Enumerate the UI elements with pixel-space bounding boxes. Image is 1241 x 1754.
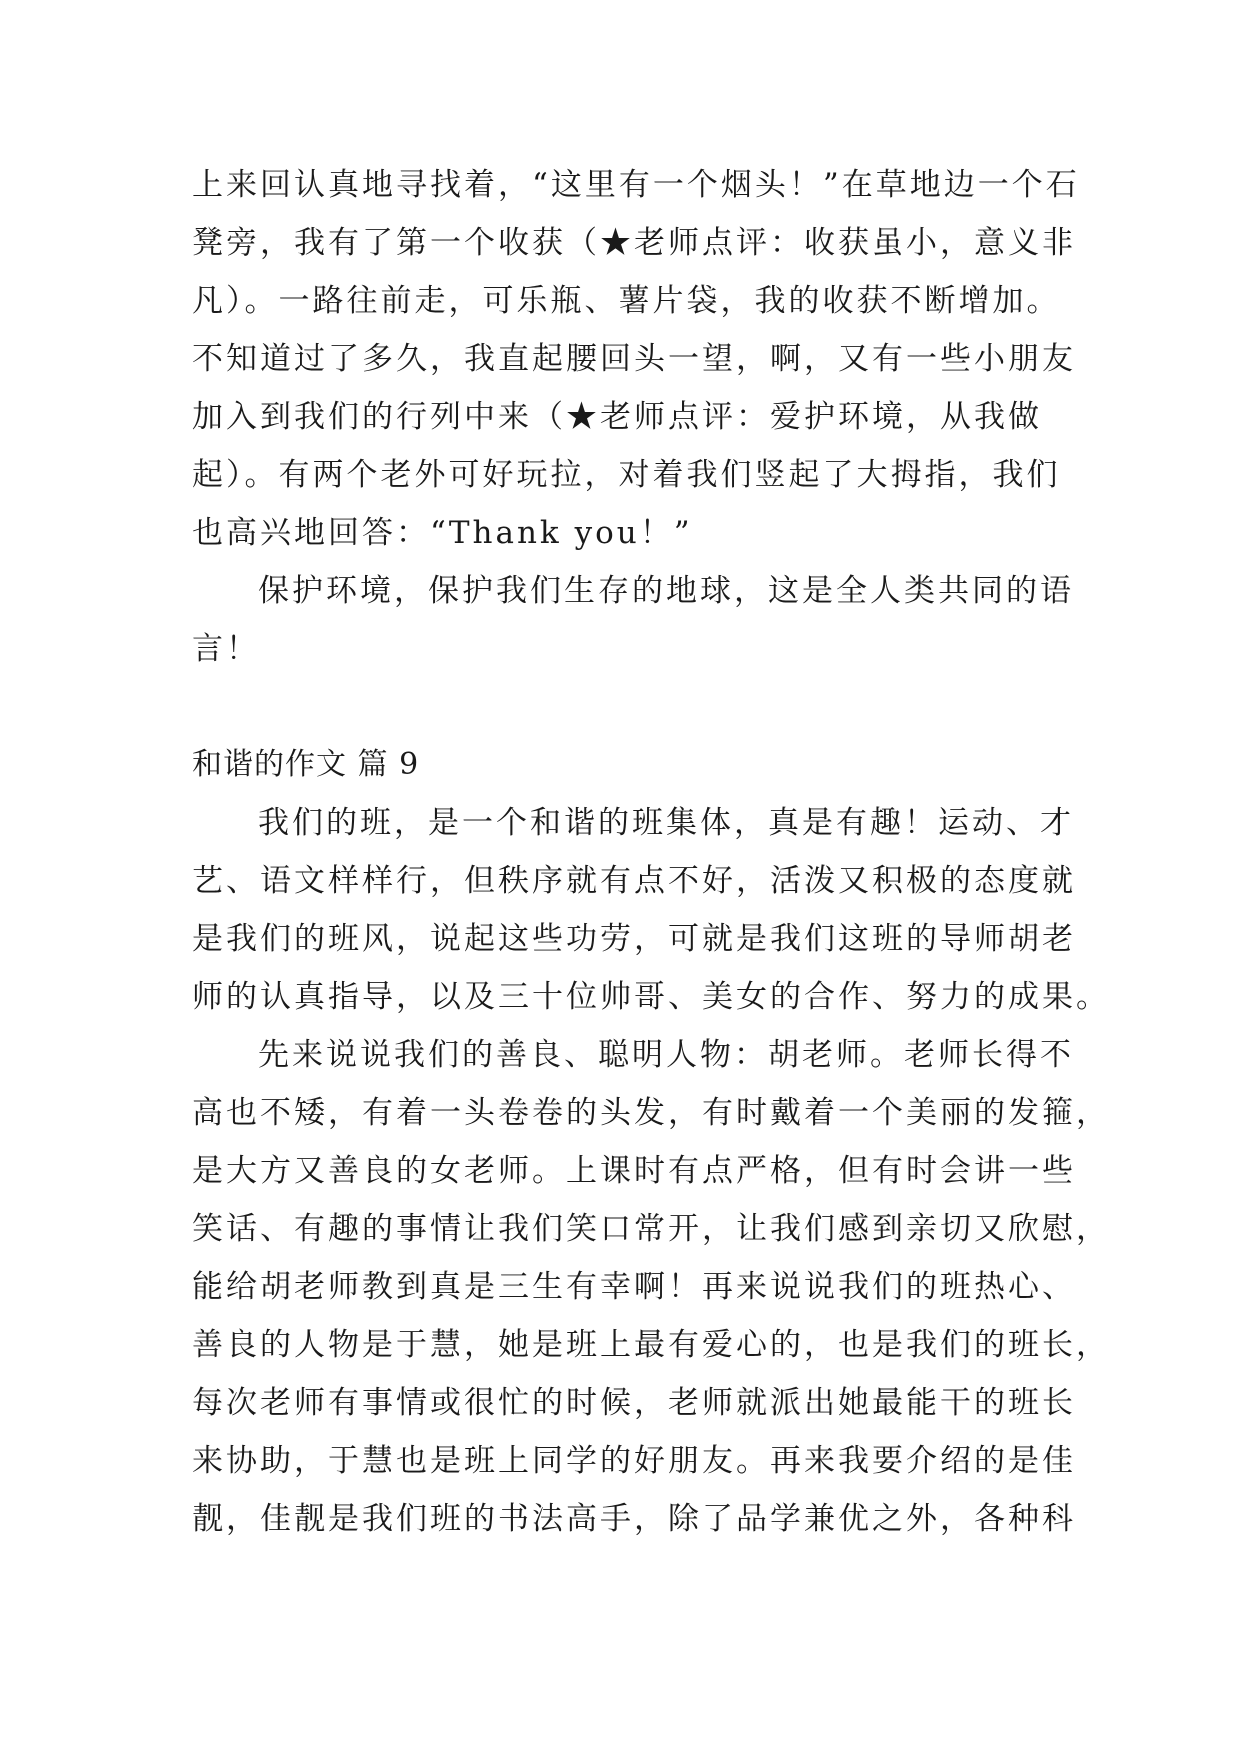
text-line: 艺、语文样样行，但秩序就有点不好，活泼又积极的态度就 [192,863,1076,899]
text-line: 也高兴地回答：“Thank you！” [192,515,693,551]
text-line: 加入到我们的行列中来（★老师点评：爱护环境，从我做 [192,399,1042,435]
text-line: 言！ [192,631,260,667]
text-line: 是我们的班风，说起这些功劳，可就是我们这班的导师胡老 [192,921,1076,957]
essay-paragraph-1 [192,794,1110,1026]
essay-title-text: 和谐的作文 篇 9 [192,747,420,782]
text-line: 善良的人物是于慧，她是班上最有爱心的，也是我们的班长， [192,1327,1110,1363]
text-line: 起）。有两个老外可好玩拉，对着我们竖起了大拇指，我们 [192,457,1061,493]
text-line: 高也不矮，有着一头卷卷的头发，有时戴着一个美丽的发箍， [192,1095,1110,1131]
text-line: 不知道过了多久，我直起腰回头一望，啊，又有一些小朋友 [192,341,1076,377]
closing-paragraph [192,562,1074,678]
continuation-paragraph [192,156,1080,562]
essay-title [192,736,1062,794]
text-line: 能给胡老师教到真是三生有幸啊！再来说说我们的班热心、 [192,1269,1076,1305]
text-line: 上来回认真地寻找着，“这里有一个烟头！”在草地边一个石 [192,167,1080,203]
text-line: 保护环境，保护我们生存的地球，这是全人类共同的语 [258,573,1074,609]
text-line: 来协助，于慧也是班上同学的好朋友。再来我要介绍的是佳 [192,1443,1076,1479]
essay-paragraph-2 [192,1026,1110,1548]
text-line: 先来说说我们的善良、聪明人物：胡老师。老师长得不 [258,1037,1074,1073]
text-line: 我们的班，是一个和谐的班集体，真是有趣！运动、才 [258,805,1074,841]
text-line: 靓，佳靓是我们班的书法高手，除了品学兼优之外，各种科 [192,1501,1076,1537]
text-line: 师的认真指导，以及三十位帅哥、美女的合作、努力的成果。 [192,979,1110,1015]
text-line: 凳旁，我有了第一个收获（★老师点评：收获虽小，意义非 [192,225,1076,261]
text-line: 每次老师有事情或很忙的时候，老师就派出她最能干的班长 [192,1385,1076,1421]
text-line: 是大方又善良的女老师。上课时有点严格，但有时会讲一些 [192,1153,1076,1189]
text-line: 笑话、有趣的事情让我们笑口常开，让我们感到亲切又欣慰， [192,1211,1110,1247]
text-line: 凡）。一路往前走，可乐瓶、薯片袋，我的收获不断增加。 [192,283,1061,319]
